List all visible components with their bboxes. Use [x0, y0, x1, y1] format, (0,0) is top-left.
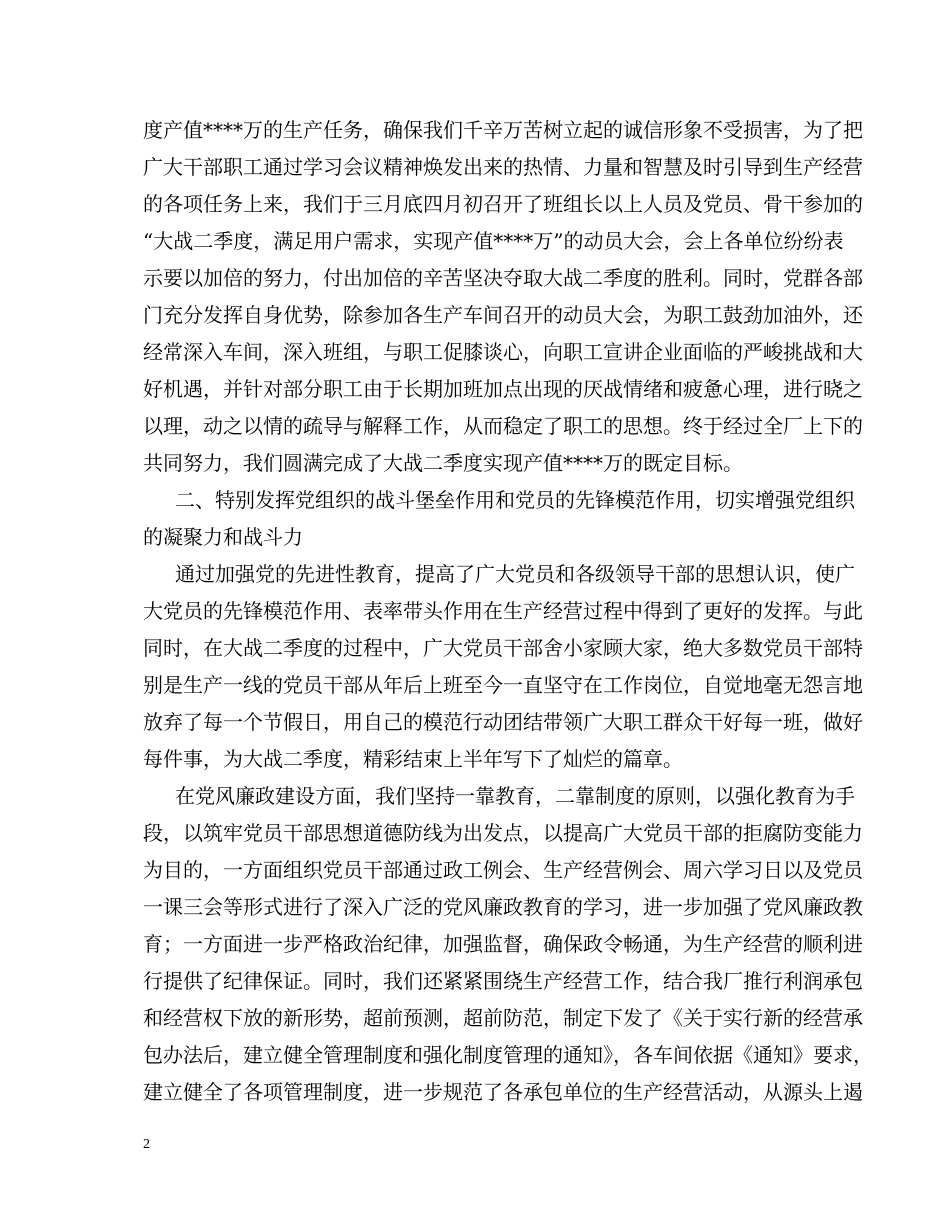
text-line: 段，以筑牢党员干部思想道德防线为出发点，以提高广大党员干部的拒腐防变能力	[143, 821, 863, 845]
section-heading-line: 二、特别发挥党组织的战斗堡垒作用和党员的先锋模范作用，切实增强党组织	[175, 488, 855, 512]
text-line: 门充分发挥自身优势，除参加各生产车间召开的动员大会，为职工鼓劲加油外，还	[143, 303, 863, 327]
text-line: 行提供了纪律保证。同时，我们还紧紧围绕生产经营工作，结合我厂推行利润承包	[143, 969, 863, 993]
text-line: 广大干部职工通过学习会议精神焕发出来的热情、力量和智慧及时引导到生产经营	[143, 155, 863, 179]
text-line: 以理，动之以情的疏导与解释工作，从而稳定了职工的思想。终于经过全厂上下的	[143, 414, 863, 438]
text-line: 每件事，为大战二季度，精彩结束上半年写下了灿烂的篇章。	[143, 747, 683, 771]
page-number: 2	[143, 1137, 150, 1152]
text-line: 建立健全了各项管理制度，进一步规范了各承包单位的生产经营活动，从源头上遏	[143, 1080, 863, 1104]
text-line: 示要以加倍的努力，付出加倍的辛苦坚决夺取大战二季度的胜利。同时，党群各部	[143, 266, 863, 290]
text-line: 大党员的先锋模范作用、表率带头作用在生产经营过程中得到了更好的发挥。与此	[143, 599, 863, 623]
text-line: 和经营权下放的新形势，超前预测，超前防范，制定下发了《关于实行新的经营承	[143, 1006, 863, 1030]
text-line: “大战二季度，满足用户需求，实现产值****万”的动员大会，会上各单位纷纷表	[143, 229, 844, 253]
text-line: 一课三会等形式进行了深入广泛的党风廉政教育的学习，进一步加强了党风廉政教	[143, 895, 863, 919]
text-line: 放弃了每一个节假日，用自己的模范行动团结带领广大职工群众干好每一班，做好	[143, 710, 863, 734]
text-line: 通过加强党的先进性教育，提高了广大党员和各级领导干部的思想认识，使广	[175, 562, 855, 586]
text-line: 度产值****万的生产任务，确保我们千辛万苦树立起的诚信形象不受损害，为了把	[143, 118, 863, 142]
text-line: 同时，在大战二季度的过程中，广大党员干部舍小家顾大家，绝大多数党员干部特	[143, 636, 863, 660]
section-heading-line: 的凝聚力和战斗力	[143, 525, 303, 549]
text-line: 包办法后，建立健全管理制度和强化制度管理的通知》，各车间依据《通知》要求，	[143, 1043, 873, 1067]
text-line: 别是生产一线的党员干部从年后上班至今一直坚守在工作岗位，自觉地毫无怨言地	[143, 673, 863, 697]
text-line: 好机遇，并针对部分职工由于长期加班加点出现的厌战情绪和疲惫心理，进行晓之	[143, 377, 863, 401]
text-line: 的各项任务上来，我们于三月底四月初召开了班组长以上人员及党员、骨干参加的	[143, 192, 863, 216]
text-line: 经常深入车间，深入班组，与职工促膝谈心，向职工宣讲企业面临的严峻挑战和大	[143, 340, 863, 364]
text-line: 在党风廉政建设方面，我们坚持一靠教育，二靠制度的原则，以强化教育为手	[175, 784, 855, 808]
text-line: 为目的，一方面组织党员干部通过政工例会、生产经营例会、周六学习日以及党员	[143, 858, 863, 882]
text-line: 共同努力，我们圆满完成了大战二季度实现产值****万的既定目标。	[143, 451, 743, 475]
text-line: 育；一方面进一步严格政治纪律，加强监督，确保政令畅通，为生产经营的顺利进	[143, 932, 863, 956]
